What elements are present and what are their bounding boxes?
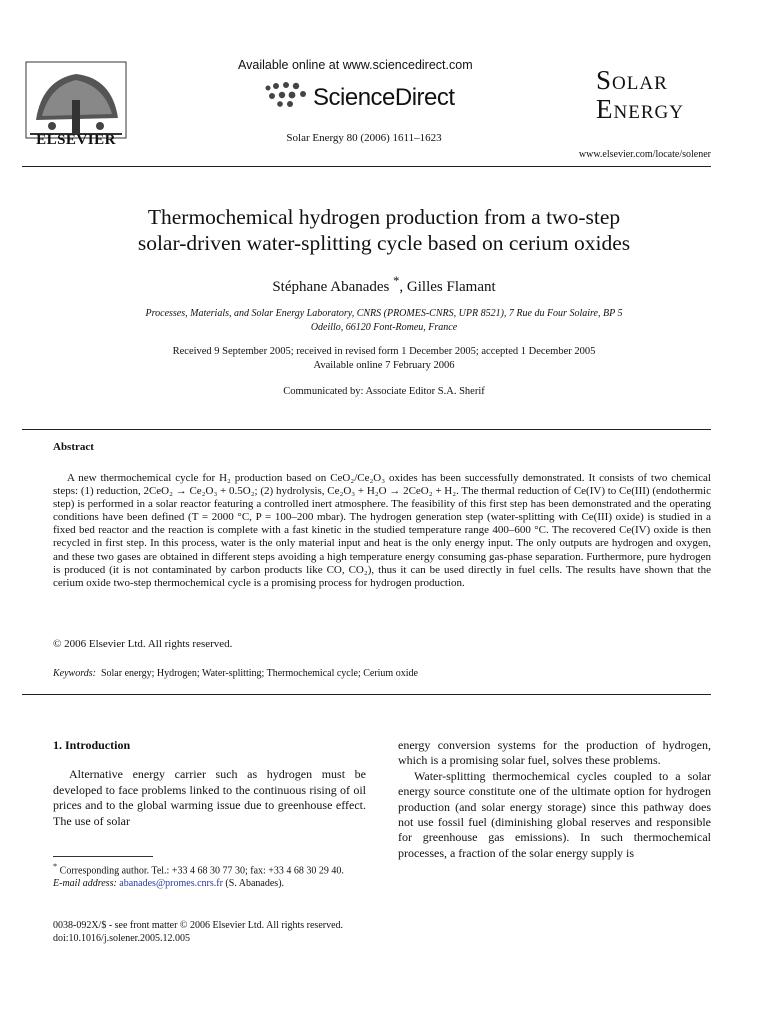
doi-line[interactable]: doi:10.1016/j.solener.2005.12.005 xyxy=(53,933,190,944)
corresponding-author-text: Corresponding author. Tel.: +33 4 68 30 77 30; fax: +33 4 68 30 29 40. xyxy=(59,865,344,877)
email-label: E-mail address: xyxy=(53,878,117,890)
email-owner: (S. Abanades). xyxy=(225,878,285,890)
corresponding-author-note xyxy=(53,860,366,877)
affiliation-line1: Processes, Materials, and Solar Energy Laboratory, CNRS (PROMES-CNRS, UPR 8521), 7 Rue du Four Solaire, BP 5 xyxy=(145,308,623,319)
keywords xyxy=(53,668,711,679)
intro-heading: 1. Introduction xyxy=(53,738,131,752)
email-link[interactable]: abanades@promes.cnrs.fr xyxy=(119,878,223,890)
sciencedirect-wordmark: ScienceDirect xyxy=(313,84,455,111)
affiliation-line2: Odeillo, 66120 Font-Romeu, France xyxy=(310,322,458,333)
title-line1: Thermochemical hydrogen production from a two-step xyxy=(147,205,621,229)
publisher-name: ELSEVIER xyxy=(36,132,116,148)
available-online-text[interactable]: Available online at www.sciencedirect.com xyxy=(238,58,473,72)
title-line2: solar-driven water-splitting cycle based on cerium oxides xyxy=(137,231,631,255)
abstract-top-rule xyxy=(22,429,711,430)
author-separator: , xyxy=(399,279,407,295)
author-flamant[interactable]: Gilles Flamant xyxy=(406,279,496,295)
author-list xyxy=(40,274,728,296)
intro-right-paragraph2: Water-splitting thermochemical cycles coupled to a solar energy source constitute one of the ultimate option for hydrogen production (and solar energy storage) since this pathway does not use fossil fuel (diminishing global reserves and responsible for greenhouse gas emissions). In such thermochemical processes, a fraction of the solar energy supply is xyxy=(398,768,711,860)
intro-right-paragraph1: energy conversion systems for the production of hydrogen, which is a promising solar fuel, solves these problems. xyxy=(398,738,711,768)
communicated-by: Communicated by: Associate Editor S.A. Sherif xyxy=(283,386,485,397)
left-column xyxy=(53,738,366,829)
sciencedirect-dots-icon xyxy=(262,80,312,110)
corresponding-mark[interactable]: * xyxy=(393,274,400,288)
footnote xyxy=(53,860,366,890)
journal-title xyxy=(596,66,716,124)
received-dates: Received 9 September 2005; received in revised form 1 December 2005; accepted 1 December 2005 xyxy=(172,346,596,357)
keywords-list: Solar energy; Hydrogen; Water-splitting; Thermochemical cycle; Cerium oxide xyxy=(100,668,418,679)
abstract-paragraph: A new thermochemical cycle for H₂ production based on CeO₂/Ce₂O₃ oxides has been successfully demonstrated. It consists of two chemical steps: (1) reduction, 2CeO₂ → Ce₂O₃ + 0.5O₂; (2) hydrolysis, Ce₂O₃ + H₂O → 2CeO₂ + H₂. The thermal reduction of Ce(IV) to Ce(III) (endothermic step) is performed in a solar reactor featuring a controlled inert atmosphere. The feasibility of this first step has been demonstrated and the operating conditions have been defined (T = 2000 °C, P = 100–200 mbar). The hydrogen generation step (water-splitting with Ce(III) oxide) is studied in a fixed bed reactor and the reaction is complete with a fast kinetic in the studied temperature range 400–600 °C. The recovered Ce(IV) oxide is then recycled in first step. In this process, water is the only material input and heat is the only energy input. The only outputs are hydrogen and oxygen, and these two gases are obtained in different steps avoiding a high temperature energy consuming gas-phase separation. Furthermore, pure hydrogen is produced (it is not contaminated by carbon products like CO, CO₂), thus it can be used directly in fuel cells. The results have shown that the cerium oxide two-step thermochemical cycle is a promising process for hydrogen production. xyxy=(53,472,711,589)
author-abanades[interactable]: Stéphane Abanades xyxy=(272,279,390,295)
issn-line: 0038-092X/$ - see front matter © 2006 Elsevier Ltd. All rights reserved. xyxy=(53,920,344,931)
keywords-label: Keywords: xyxy=(53,668,96,679)
journal-url[interactable]: www.elsevier.com/locate/solener xyxy=(578,149,711,160)
header-rule xyxy=(22,166,711,167)
abstract-bottom-rule xyxy=(22,694,711,695)
email-line xyxy=(53,877,366,890)
front-matter xyxy=(53,919,453,945)
journal-title-line1: Solar xyxy=(596,65,668,95)
footnote-mark: * xyxy=(53,862,58,871)
article-dates xyxy=(60,345,708,373)
right-column xyxy=(398,738,711,861)
footnote-rule xyxy=(53,856,153,857)
abstract-body xyxy=(53,472,711,590)
abstract-copyright: © 2006 Elsevier Ltd. All rights reserved. xyxy=(53,638,233,650)
article-title xyxy=(40,204,728,256)
journal-citation: Solar Energy 80 (2006) 1611–1623 xyxy=(286,132,442,144)
journal-title-line2: Energy xyxy=(596,94,684,124)
affiliation xyxy=(60,307,708,335)
intro-left-paragraph: Alternative energy carrier such as hydrogen must be developed to face problems linked to the continuous rising of oil prices and to the global warming issue due to greenhouse effect. The use of solar xyxy=(53,767,366,828)
abstract-heading: Abstract xyxy=(53,441,94,453)
available-date: Available online 7 February 2006 xyxy=(313,360,455,371)
